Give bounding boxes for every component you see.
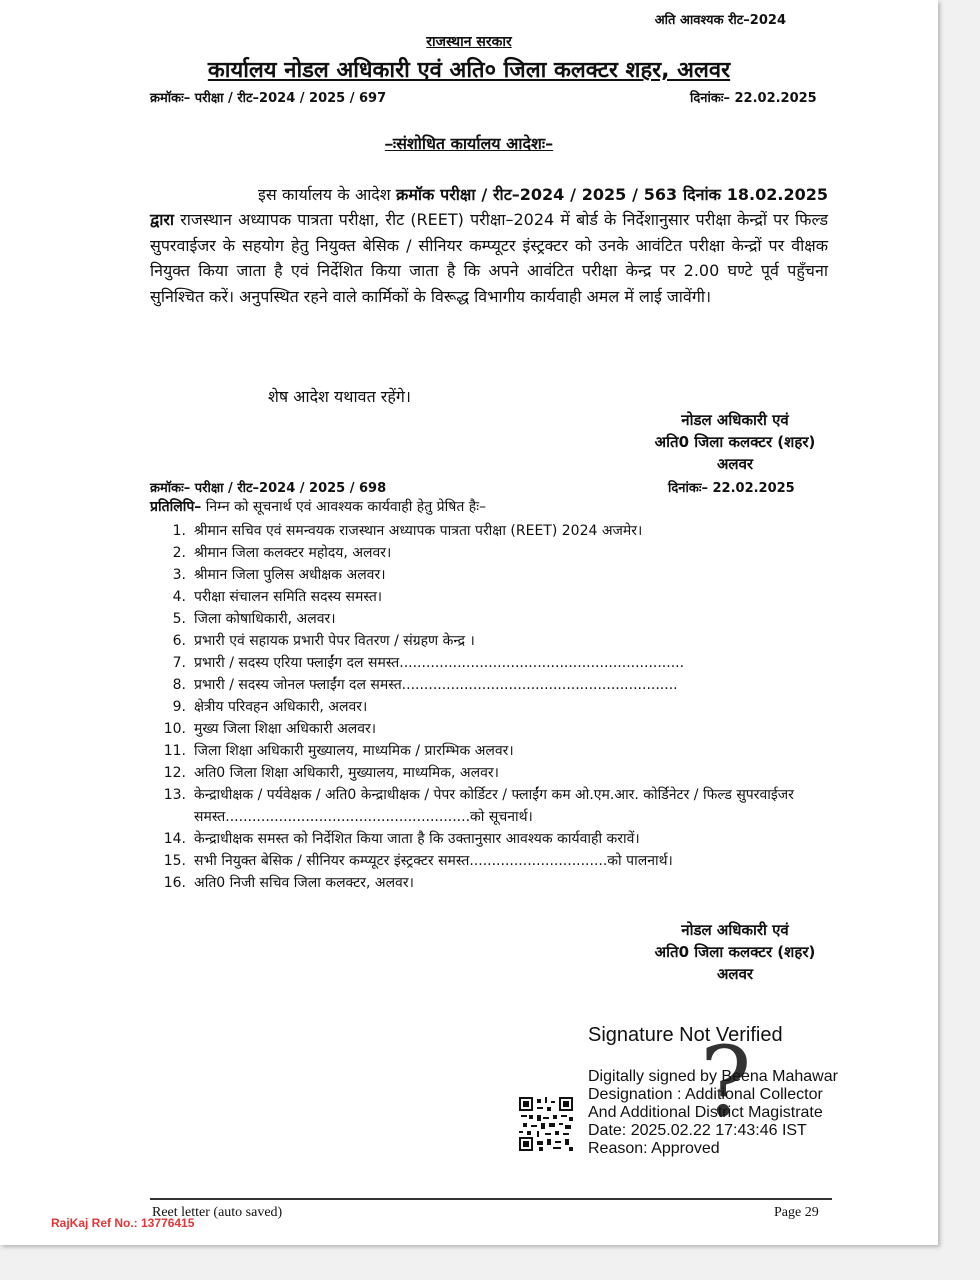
- qr-code-icon: [519, 1097, 573, 1151]
- list-item-number: 3.: [172, 567, 186, 583]
- list-item-number: 13.: [163, 787, 186, 803]
- reference-date: दिनांकः– 22.02.2025: [690, 91, 817, 106]
- list-item-text: श्रीमान जिला कलक्टर महोदय, अलवर।: [194, 545, 392, 561]
- remaining-orders-text: शेष आदेश यथावत रहेंगे।: [268, 387, 411, 406]
- urgent-tag: अति आवश्यक रीट–2024: [654, 13, 786, 28]
- list-item: [150, 652, 800, 674]
- list-item-number: 16.: [163, 875, 186, 891]
- list-item-text: श्रीमान सचिव एवं समन्वयक राजस्थान अध्यापक पात्रता परीक्षा (REET) 2024 अजमेर।: [194, 523, 643, 539]
- list-item-text: सभी नियुक्त बेसिक / सीनियर कम्प्यूटर इंस्ट्रक्टर समस्त...............................को पालनार्थ।: [194, 853, 673, 869]
- digital-signature-details: Digitally signed by Beena Mahawar Designation : Additional Collector And Additional District Magistrate Date: 2025.02.22 17:43:46 IST Reason: Approved: [588, 1068, 838, 1157]
- list-item: [150, 872, 800, 894]
- list-item: [150, 630, 800, 652]
- government-label: राजस्थान सरकार: [426, 34, 512, 50]
- list-item-text: प्रभारी / सदस्य एरिया फ्लाईंग दल समस्त................................................................: [194, 655, 685, 671]
- order-heading: –ःसंशोधित कार्यालय आदेशः–: [384, 134, 554, 153]
- copy-intro: प्रतिलिपि– निम्न को सूचनार्थ एवं आवश्यक कार्यवाही हेतु प्रेषित हैः–: [150, 499, 487, 515]
- list-item: [150, 674, 800, 696]
- signature-status: Signature Not Verified: [588, 1024, 783, 1046]
- document-name: Reet letter (auto saved): [152, 1205, 283, 1220]
- list-item: [150, 850, 800, 872]
- list-item: [150, 718, 800, 740]
- signature-block: नोडल अधिकारी एवं अति0 जिला कलक्टर (शहर) अलवर: [654, 411, 816, 473]
- copy-reference-date: दिनांकः– 22.02.2025: [668, 481, 795, 496]
- list-item: [150, 608, 800, 630]
- list-item-number: 15.: [163, 853, 186, 869]
- list-item-number: 2.: [172, 545, 186, 561]
- list-item: [150, 740, 800, 762]
- list-item: [150, 542, 800, 564]
- list-item: [150, 564, 800, 586]
- list-item-text: जिला कोषाधिकारी, अलवर।: [194, 611, 336, 627]
- order-reference: क्रमॉक परीक्षा / रीट–2024 / 2025 / 563 दिनांक 18.02.2025 द्वारा: [150, 185, 828, 230]
- list-item: [150, 696, 800, 718]
- list-item-number: 8.: [172, 677, 186, 693]
- list-item-number: 14.: [163, 831, 186, 847]
- list-item-number: 6.: [172, 633, 186, 649]
- list-item-text: मुख्य जिला शिक्षा अधिकारी अलवर।: [194, 721, 377, 737]
- list-item-text: प्रभारी / सदस्य जोनल फ्लाईंग दल समस्त..............................................................: [194, 677, 678, 693]
- list-item: [150, 586, 800, 608]
- list-item-text: प्रभारी एवं सहायक प्रभारी पेपर वितरण / संग्रहण केन्द्र ।: [194, 633, 475, 649]
- list-item-number: 5.: [172, 611, 186, 627]
- list-item-text: परीक्षा संचालन समिति सदस्य समस्त।: [194, 589, 383, 605]
- list-item-text: क्षेत्रीय परिवहन अधिकारी, अलवर।: [194, 699, 368, 715]
- rajkaj-reference: RajKaj Ref No.: 13776415: [51, 1216, 195, 1230]
- list-item-number: 1.: [172, 523, 186, 539]
- list-item-text: जिला शिक्षा अधिकारी मुख्यालय, माध्यमिक / प्रारम्भिक अलवर।: [194, 743, 514, 759]
- page-number: Page 29: [774, 1205, 819, 1220]
- list-item-text: केन्द्राधीक्षक समस्त को निर्देशित किया जाता है कि उक्तानुसार आवश्यक कार्यवाही करावें।: [194, 831, 640, 847]
- list-item-text: केन्द्राधीक्षक / पर्यवेक्षक / अति0 केन्द्राधीक्षक / पेपर कोर्डिटर / फ्लाईंग कम ओ.एम.आर. कोर्डिनेटर / फिल्ड सुपरवाईजर समस्त.......................................................को सूचनार्थ।: [194, 787, 794, 825]
- copy-reference-number: क्रमॉकः– परीक्षा / रीट–2024 / 2025 / 698: [150, 481, 387, 496]
- footer-divider: [150, 1198, 832, 1200]
- list-item: [150, 762, 800, 784]
- list-item-text: अति0 निजी सचिव जिला कलक्टर, अलवर।: [194, 875, 414, 891]
- list-item-text: अति0 जिला शिक्षा अधिकारी, मुख्यालय, माध्यमिक, अलवर।: [194, 765, 499, 781]
- list-item: [150, 520, 800, 542]
- office-title: कार्यालय नोडल अधिकारी एवं अति० जिला कलक्टर शहर, अलवर: [207, 58, 731, 83]
- list-item-number: 4.: [172, 589, 186, 605]
- list-item-number: 11.: [163, 743, 186, 759]
- list-item-number: 7.: [172, 655, 186, 671]
- question-check-icon: ?: [700, 1026, 752, 1138]
- copy-list: [150, 520, 800, 894]
- list-item-text: श्रीमान जिला पुलिस अधीक्षक अलवर।: [194, 567, 386, 583]
- reference-number: क्रमॉकः– परीक्षा / रीट–2024 / 2025 / 697: [150, 91, 387, 106]
- list-item: [150, 828, 800, 850]
- order-paragraph: इस कार्यालय के आदेश क्रमॉक परीक्षा / रीट–2024 / 2025 / 563 दिनांक 18.02.2025 द्वारा राजस्थान अध्यापक पात्रता परीक्षा, रीट (REET) परीक्षा–2024 में बोर्ड के निर्देशानुसार परीक्षा केन्द्रों पर फिल्ड सुपरवाईजर के सहयोग हेतु नियुक्त बेसिक / सीनियर कम्प्यूटर इंस्ट्रक्टर को उनके आवंटित परीक्षा केन्द्रों पर वीक्षक नियुक्त किया जाता है एवं निर्देशित किया जाता है कि अपने आवंटित परीक्षा केन्द्र पर 2.00 घण्टे पूर्व पहुँचना सुनिश्चित करें। अनुपस्थित रहने वाले कार्मिकों के विरूद्ध विभागीय कार्यवाही अमल में लाई जावेंगी।: [150, 185, 829, 306]
- signature-block-2: नोडल अधिकारी एवं अति0 जिला कलक्टर (शहर) अलवर: [654, 921, 816, 983]
- list-item-number: 12.: [163, 765, 186, 781]
- list-item-number: 10.: [163, 721, 186, 737]
- list-item: [150, 784, 800, 828]
- list-item-number: 9.: [172, 699, 186, 715]
